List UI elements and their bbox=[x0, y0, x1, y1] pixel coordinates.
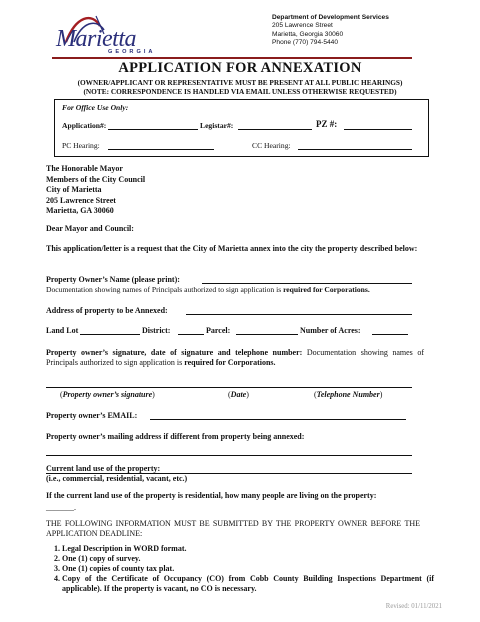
pz-number-label: PZ #: bbox=[316, 119, 338, 129]
department-phone: Phone (770) 794-5440 bbox=[272, 39, 338, 47]
parcel-label: Parcel: bbox=[206, 326, 231, 335]
land-lot-field[interactable] bbox=[80, 334, 140, 335]
email-label: Property owner’s EMAIL: bbox=[46, 411, 138, 420]
acres-label: Number of Acres: bbox=[300, 326, 361, 335]
form-subtitle-1: (OWNER/APPLICANT OR REPRESENTATIVE MUST BE PRESENT AT ALL PUBLIC HEARINGS) bbox=[77, 78, 403, 87]
acres-field[interactable] bbox=[372, 334, 408, 335]
form-subtitle-2: (NOTE: CORRESPONDENCE IS HANDLED VIA EMAIL UNLESS OTHERWISE REQUESTED) bbox=[83, 87, 397, 96]
signature-note-required: required for Corporations. bbox=[184, 358, 276, 367]
signature-instructions bbox=[46, 348, 424, 368]
parcel-field[interactable] bbox=[236, 334, 298, 335]
marietta-logo bbox=[56, 12, 172, 58]
department-address-2: Marietta, Georgia 30060 bbox=[272, 30, 344, 38]
owner-name-note-text: Documentation showing names of Principals authorized to sign application is bbox=[46, 285, 284, 294]
greeting: Dear Mayor and Council: bbox=[46, 224, 134, 233]
telephone-caption: (Telephone Number) bbox=[314, 390, 383, 399]
land-use-label: Current land use of the property: bbox=[46, 464, 161, 473]
header-divider bbox=[52, 57, 412, 59]
owner-name-note-required: required for Corporations. bbox=[283, 285, 370, 294]
mailing-address-field[interactable] bbox=[46, 455, 412, 456]
application-number-label: Application#: bbox=[62, 121, 107, 130]
residential-question: If the current land use of the property is residential, how many people are living on the property: bbox=[46, 491, 377, 500]
list-item: 3. One (1) copies of county tax plat. bbox=[62, 564, 434, 574]
signature-field[interactable] bbox=[46, 387, 412, 388]
list-item: 4. Copy of the Certificate of Occupancy (CO) from Cobb County Building Inspections Department (if applicable). If the property is vacant, no CO is necessary. bbox=[62, 574, 434, 594]
addressee-line-4: 205 Lawrence Street bbox=[46, 195, 116, 205]
legistar-number-field[interactable] bbox=[238, 129, 312, 130]
department-name: Department of Development Services bbox=[272, 14, 389, 21]
revision-date: Revised: 01/11/2021 bbox=[385, 603, 442, 610]
signature-label: Property owner’s signature, date of signature and telephone number: bbox=[46, 348, 303, 357]
residential-count-field[interactable]: _______. bbox=[46, 503, 76, 512]
mailing-address-label: Property owner’s mailing address if different from property being annexed: bbox=[46, 432, 305, 441]
addressee-line-2: Members of the City Council bbox=[46, 174, 146, 184]
owner-name-note bbox=[46, 285, 370, 295]
form-title: APPLICATION FOR ANNEXATION bbox=[118, 60, 362, 76]
logo-subtext: GEORGIA bbox=[108, 49, 156, 55]
owner-name-label: Property Owner’s Name (please print): bbox=[46, 275, 180, 284]
pc-hearing-field[interactable] bbox=[108, 149, 214, 150]
district-label: District: bbox=[142, 326, 171, 335]
submission-notice: THE FOLLOWING INFORMATION MUST BE SUBMITTED BY THE PROPERTY OWNER BEFORE THE APPLICATION DEADLINE: bbox=[46, 519, 420, 538]
property-address-field[interactable] bbox=[186, 314, 412, 315]
pz-number-field[interactable] bbox=[344, 129, 412, 130]
cc-hearing-field[interactable] bbox=[298, 149, 412, 150]
addressee-block bbox=[46, 164, 145, 217]
office-use-title: For Office Use Only: bbox=[62, 103, 129, 112]
property-address-label: Address of property to be Annexed: bbox=[46, 306, 168, 315]
addressee-line-3: City of Marietta bbox=[46, 185, 102, 195]
land-use-hint: (i.e., commercial, residential, vacant, etc.) bbox=[46, 474, 188, 483]
logo-wordmark: Marietta bbox=[56, 26, 136, 52]
list-item: 2. One (1) copy of survey. bbox=[62, 554, 434, 564]
legistar-number-label: Legistar#: bbox=[200, 121, 234, 130]
department-contact bbox=[272, 14, 389, 48]
owner-name-field[interactable] bbox=[202, 283, 412, 284]
date-caption: (Date) bbox=[228, 390, 249, 399]
land-lot-label: Land Lot bbox=[46, 326, 79, 335]
signature-note-text: Documentation showing names of Principals authorized to sign application is bbox=[46, 348, 424, 367]
intro-paragraph: This application/letter is a request that the City of Marietta annex into the city the property described below: bbox=[46, 244, 418, 253]
cc-hearing-label: CC Hearing: bbox=[252, 141, 291, 150]
application-number-field[interactable] bbox=[108, 129, 198, 130]
requirements-list bbox=[46, 544, 434, 594]
district-field[interactable] bbox=[178, 334, 204, 335]
list-item: 1. Legal Description in WORD format. bbox=[62, 544, 434, 554]
department-address-1: 205 Lawrence Street bbox=[272, 22, 333, 30]
signature-caption: (Property owner’s signature) bbox=[60, 390, 155, 399]
pc-hearing-label: PC Hearing: bbox=[62, 141, 100, 150]
addressee-line-1: The Honorable Mayor bbox=[46, 164, 123, 173]
addressee-line-5: Marietta, GA 30060 bbox=[46, 206, 114, 216]
email-field[interactable] bbox=[150, 419, 406, 420]
